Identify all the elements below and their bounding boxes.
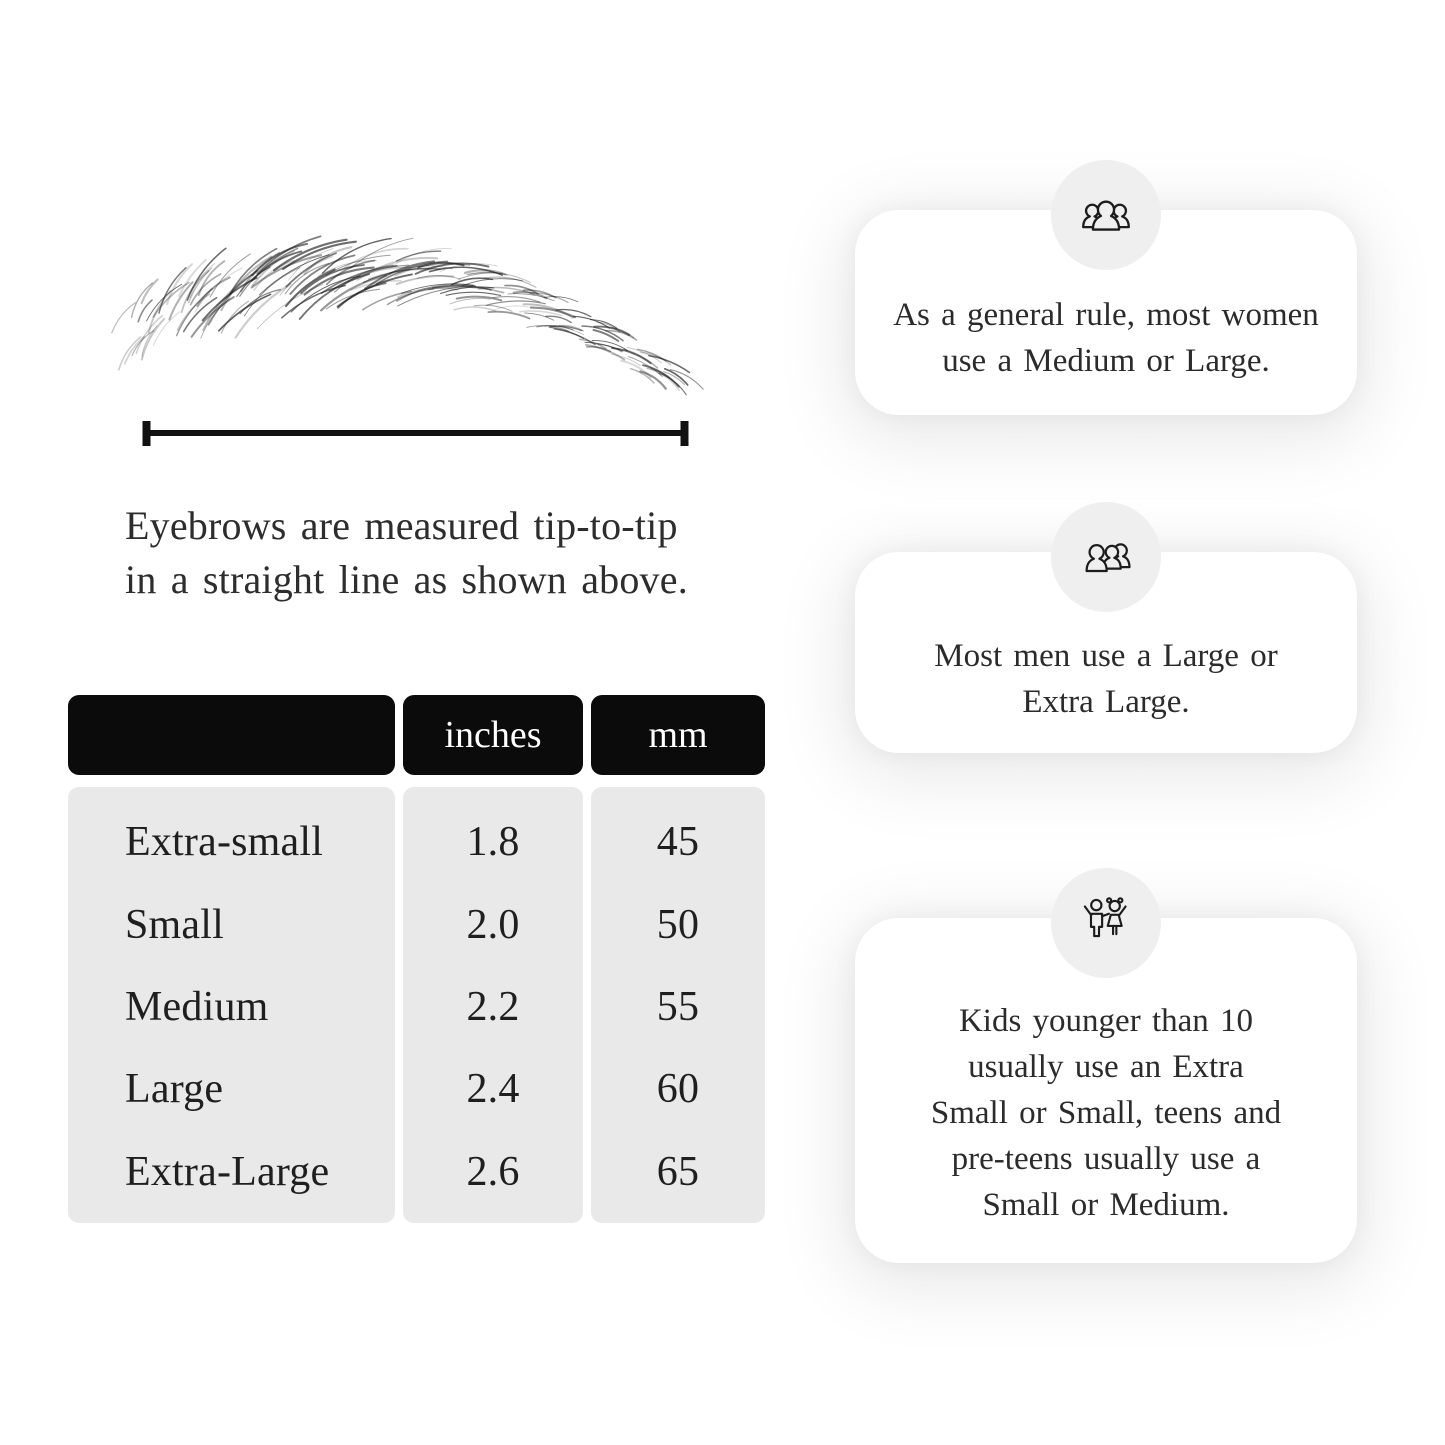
kids-icon-glyph bbox=[1075, 892, 1137, 954]
mm-value: 55 bbox=[656, 984, 700, 1031]
mm-value: 50 bbox=[656, 901, 700, 948]
kids-card-text bbox=[931, 998, 1281, 1228]
card-text-line: usually use an Extra bbox=[968, 1049, 1244, 1085]
mm-value: 60 bbox=[656, 1066, 700, 1113]
card-text-line: pre-teens usually use a bbox=[951, 1141, 1261, 1177]
card-text-line: Extra Large. bbox=[1022, 683, 1190, 720]
inches-value: 1.8 bbox=[466, 819, 520, 866]
card-text-line: use a Medium or Large. bbox=[942, 342, 1270, 379]
info-card-women bbox=[855, 210, 1357, 415]
card-text-line: Most men use a Large or bbox=[934, 637, 1278, 674]
mm-column-header: mm bbox=[591, 695, 765, 775]
inches-value: 2.2 bbox=[466, 984, 520, 1031]
size-table-body bbox=[68, 787, 765, 1223]
mm-value: 45 bbox=[656, 819, 700, 866]
card-text-line: Small or Small, teens and bbox=[930, 1095, 1282, 1131]
women-card-text bbox=[893, 292, 1319, 384]
inches-value: 2.4 bbox=[466, 1066, 520, 1113]
caption-line: in a straight line as shown above. bbox=[125, 557, 688, 602]
men-group-icon bbox=[1051, 502, 1161, 612]
eyebrow-illustration bbox=[95, 230, 725, 465]
men-group-icon-glyph bbox=[1075, 526, 1137, 588]
women-group-icon-glyph bbox=[1075, 184, 1137, 246]
size-table-header bbox=[68, 695, 765, 775]
card-text-line: Kids younger than 10 bbox=[958, 1003, 1254, 1039]
info-card-kids bbox=[855, 918, 1357, 1263]
size-label: Extra-Large bbox=[125, 1148, 330, 1195]
inches-column bbox=[403, 787, 583, 1223]
info-card-men bbox=[855, 552, 1357, 753]
size-label: Medium bbox=[125, 984, 269, 1031]
kids-icon bbox=[1051, 868, 1161, 978]
size-column-header bbox=[68, 695, 395, 775]
size-label: Large bbox=[125, 1066, 224, 1113]
mm-value: 65 bbox=[656, 1148, 700, 1195]
size-label: Small bbox=[125, 901, 225, 948]
inches-column-header: inches bbox=[403, 695, 583, 775]
size-name-column bbox=[68, 787, 395, 1223]
card-text-line: As a general rule, most women bbox=[893, 296, 1319, 333]
men-card-text bbox=[934, 633, 1277, 725]
women-group-icon bbox=[1051, 160, 1161, 270]
inches-value: 2.6 bbox=[466, 1148, 520, 1195]
size-label: Extra-small bbox=[125, 819, 324, 866]
eyebrow-hairs bbox=[112, 236, 703, 394]
measurement-line bbox=[146, 421, 686, 446]
inches-value: 2.0 bbox=[466, 901, 520, 948]
mm-column bbox=[591, 787, 765, 1223]
card-text-line: Small or Medium. bbox=[982, 1187, 1230, 1223]
size-table bbox=[68, 695, 765, 1223]
measurement-caption bbox=[125, 499, 688, 607]
caption-line: Eyebrows are measured tip-to-tip bbox=[125, 503, 678, 548]
